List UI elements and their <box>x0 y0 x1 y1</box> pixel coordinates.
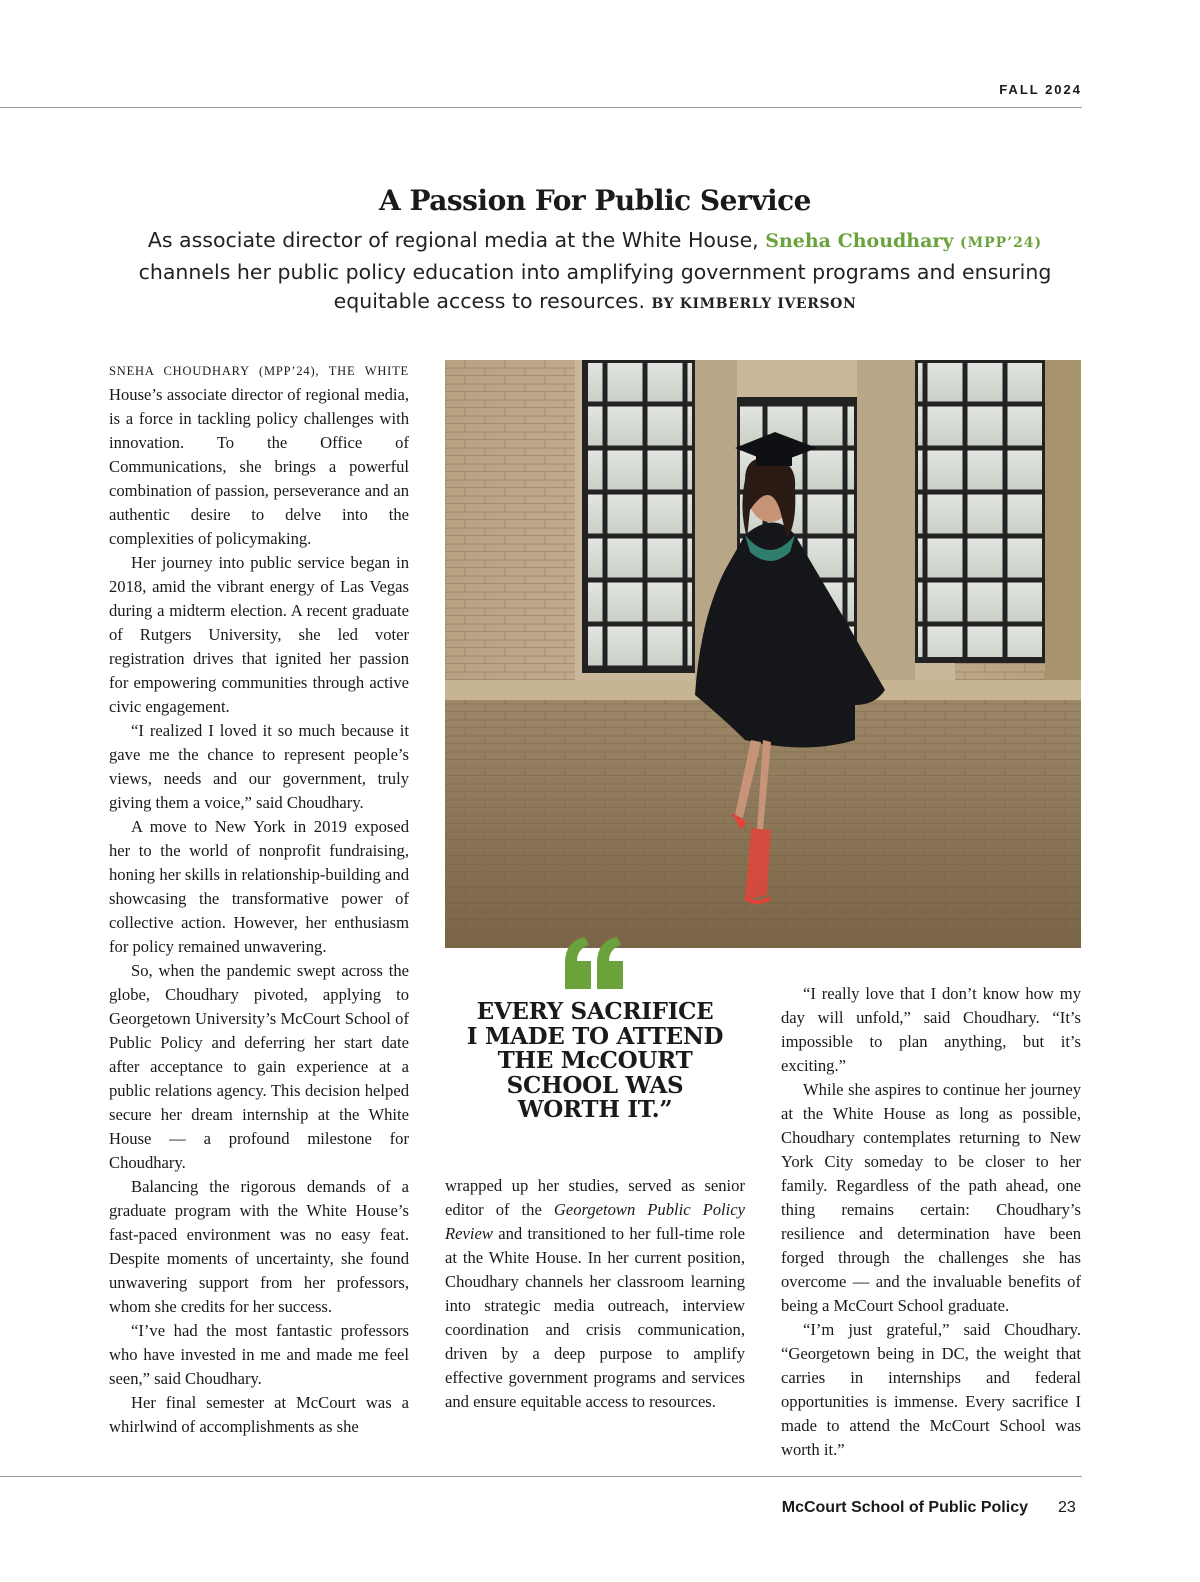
pull-quote-line: WORTH IT.” <box>517 1096 673 1123</box>
body-paragraph: So, when the pandemic swept across the globe, Choudhary pivoted, applying to Georgetown University’s McCourt School of Public Policy and deferring her start date after acceptance to gain experience at a public relations agency. This decision helped secure her dream internship at the White House — a profound milestone for Choudhary. <box>109 961 409 1172</box>
pull-quote <box>450 1000 740 1123</box>
deck-name: Sneha Choudhary <box>765 230 954 252</box>
body-paragraph: Her final semester at McCourt was a whirlwind of accomplishments as she <box>109 1393 409 1436</box>
quote-mark-icon <box>563 935 627 996</box>
paragraph-text: and transitioned to her full-time role at the White House. In her current position, Choudhary channels her classroom learning into strategic media outreach, interview coordination and crisis communication, driven by a deep purpose to amplify effective government programs and services and ensure equitable access to resources. <box>445 1224 746 1411</box>
body-column-3 <box>781 982 1081 1462</box>
body-paragraph: A move to New York in 2019 exposed her to the world of nonprofit fundraising, honing her skills in relationship-building and showcasing the transformative power of collective action. However, her enthusiasm for policy remained unwavering. <box>109 817 409 956</box>
article-deck <box>130 226 1060 319</box>
body-paragraph: Her journey into public service began in 2018, amid the vibrant energy of Las Vegas during a midterm election. A recent graduate of Rutgers University, she led voter registration drives that ignited her passion for empowering communities through active civic engagement. <box>109 553 409 716</box>
body-paragraph <box>445 1174 745 1414</box>
bottom-rule <box>0 1476 1082 1477</box>
body-paragraph: While she aspires to continue her journey at the White House as long as possible, Choudhary contemplates returning to New York City someday to be closer to her family. Regardless of the path ahead, one thing remains certain: Choudhary’s resilience and determination have been forged through the challenges she has overcome — and the invaluable benefits of being a McCourt School graduate. <box>781 1080 1081 1315</box>
body-paragraph: “I realized I loved it so much because it gave me the chance to represent people’s views, needs and our government, truly giving them a voice,” said Choudhary. <box>109 721 409 812</box>
paragraph-text: House’s associate director of regional media, is a force in tackling policy challenges with innovation. To the Office of Communications, she brings a powerful combination of passion, perseverance and an authentic desire to delve into the complexities of policymaking. <box>109 385 409 548</box>
page-number: 23 <box>1058 1499 1076 1516</box>
body-column-2 <box>445 1174 745 1414</box>
body-paragraph: Balancing the rigorous demands of a graduate program with the White House’s fast-paced environment was no easy feat. Despite moments of uncertainty, she found unwavering support from her professors, whom she credits for her success. <box>109 1177 409 1316</box>
body-paragraph: “I’ve had the most fantastic professors who have invested in me and made me feel seen,” said Choudhary. <box>109 1321 409 1388</box>
publication-title: Georgetown Public Policy Review <box>445 1200 745 1243</box>
footer-publication: McCourt School of Public Policy <box>781 1499 1028 1516</box>
graduate-photo <box>445 360 1081 948</box>
body-paragraph <box>109 358 409 551</box>
pull-quote-line: EVERY SACRIFICE <box>476 998 714 1025</box>
article-title: A Passion For Public Service <box>378 184 811 217</box>
body-paragraph: “I really love that I don’t know how my day will unfold,” said Choudhary. “It’s impossible to plan anything, but it’s exciting.” <box>781 984 1081 1075</box>
lead-in: SNEHA CHOUDHARY (MPP’24), THE WHITE <box>109 364 409 378</box>
pull-quote-line: SCHOOL WAS <box>506 1071 684 1099</box>
deck-text-1: As associate director of regional media at the White House, <box>147 228 759 252</box>
paragraph-text: wrapped up her studies, served as senior editor of the <box>445 1176 745 1219</box>
body-paragraph: “I’m just grateful,” said Choudhary. “Georgetown being in DC, the weight that carries in internships and federal opportunities is immense. Every sacrifice I made to attend the McCourt School was worth it.” <box>781 1320 1081 1459</box>
top-rule <box>0 107 1082 108</box>
byline: BY KIMBERLY IVERSON <box>651 296 857 312</box>
deck-text-2: channels her public policy education into amplifying government programs and ensuring equitable access to resources. <box>138 260 1052 313</box>
pull-quote-line: THE McCOURT <box>497 1047 693 1074</box>
pull-quote-line: I MADE TO ATTEND <box>466 1022 724 1050</box>
body-column-1 <box>109 358 409 1439</box>
issue-season: FALL 2024 <box>999 82 1082 97</box>
deck-class-year: (MPP’24) <box>960 235 1043 251</box>
